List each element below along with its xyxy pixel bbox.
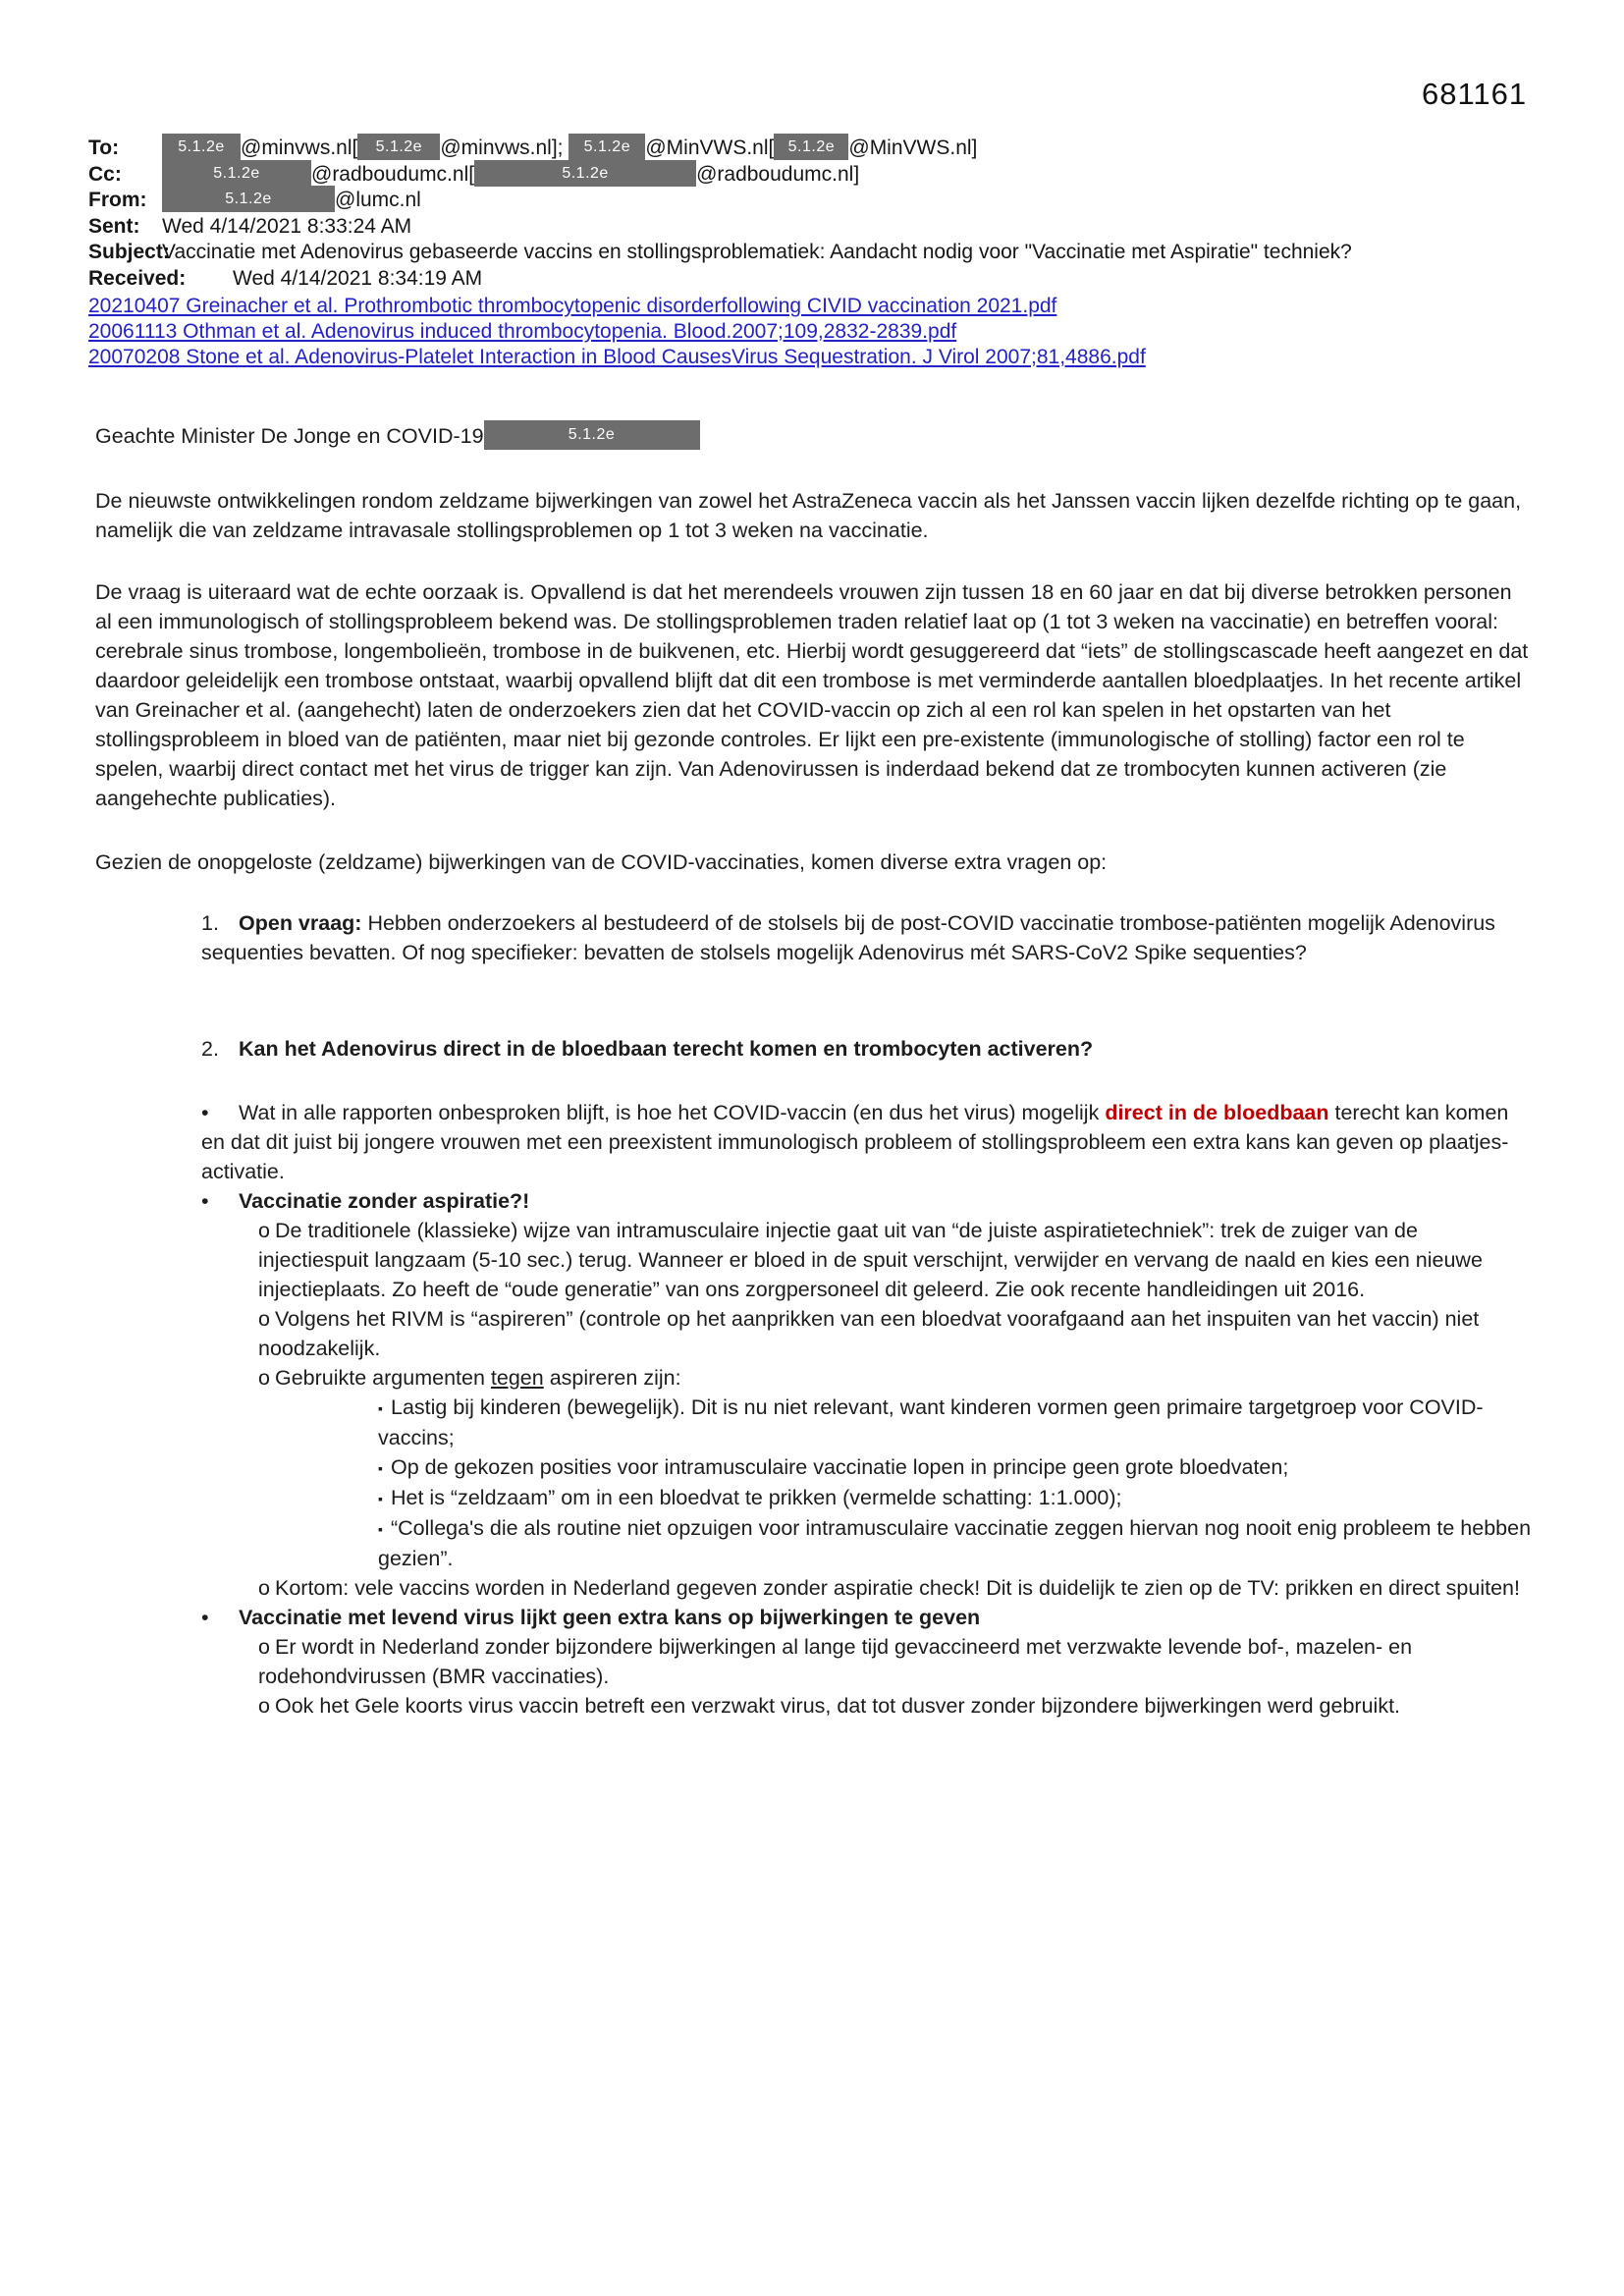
bullet-direct-red-text: direct in de bloedbaan xyxy=(1105,1101,1329,1124)
header-received-row xyxy=(88,266,1551,293)
aspiratie-sub-traditionele-techniek xyxy=(258,1216,1534,1304)
header-subject-row xyxy=(88,240,1551,266)
email-header xyxy=(88,136,1551,370)
argument-kinderen-text: Lastig bij kinderen (bewegelijk). Dit is nu niet relevant, want kinderen vormen geen primaire targetgroep voor COVID-vaccins; xyxy=(378,1395,1484,1449)
received-value: Wed 4/14/2021 8:34:19 AM xyxy=(233,266,483,290)
argument-collegas-text: “Collega's die als routine niet opzuigen voor intramusculaire vaccinatie zeggen hiervan nog nooit enig probleem te hebben gezien”. xyxy=(378,1516,1532,1570)
argument-zeldzaam xyxy=(378,1483,1534,1513)
square-marker: ▪ xyxy=(378,1521,383,1537)
bullet-marker: • xyxy=(201,1101,209,1124)
levend-sub-bmr-text: Er wordt in Nederland zonder bijzondere bijwerkingen al lange tijd gevaccineerd met verzwakte levende bof-, mazelen- en rodehondvirussen (BMR vaccinaties). xyxy=(258,1635,1413,1688)
attachment-link-stone-pdf[interactable]: 20070208 Stone et al. Adenovirus-Platelet Interaction in Blood CausesVirus Sequestration. J Virol 2007;81,4886.pdf xyxy=(88,346,1146,368)
argument-kinderen xyxy=(378,1393,1534,1452)
aspiratie-sub-argumenten xyxy=(258,1363,1534,1393)
redaction-box: 5.1.2e xyxy=(357,134,440,160)
levend-sub-gele-koorts-text: Ook het Gele koorts virus vaccin betreft een verzwakt virus, dat tot dusver zonder bijzondere bijwerkingen werd gebruikt. xyxy=(275,1694,1401,1718)
to-address-segment-4: @MinVWS.nl] xyxy=(848,137,978,159)
header-sent-row xyxy=(88,214,1551,241)
redaction-box: 5.1.2e xyxy=(474,160,696,187)
attachment-link-othman-pdf[interactable]: 20061113 Othman et al. Adenovirus induced thrombocytopenia. Blood.2007;109,2832-2839.pdf xyxy=(88,320,957,343)
to-label: To: xyxy=(88,137,120,159)
circle-marker: o xyxy=(258,1694,270,1718)
aspiratie-sub-rivm-text: Volgens het RIVM is “aspireren” (controle op het aanprikken van een bloedvat voorafgaand aan het inspuiten van het vaccin) niet noodzakelijk. xyxy=(258,1307,1480,1360)
aspiratie-title-text: Vaccinatie zonder aspiratie?! xyxy=(239,1189,530,1213)
to-address-segment-3: @MinVWS.nl[ xyxy=(645,137,775,159)
question-2-bold-text: Kan het Adenovirus direct in de bloedbaan terecht komen en trombocyten activeren? xyxy=(239,1037,1094,1061)
argumenten-underlined-word: tegen xyxy=(490,1366,544,1390)
header-to-row xyxy=(88,136,1551,162)
paragraph-new-developments: De nieuwste ontwikkelingen rondom zeldzame bijwerkingen van zowel het AstraZeneca vaccin als het Janssen vaccin lijken dezelfde richting op te gaan, namelijk die van zeldzame intravasale stollingsproblemen op 1 tot 3 weken na vaccinatie. xyxy=(95,489,1522,542)
aspiratie-sub-kortom-text: Kortom: vele vaccins worden in Nederland gegeven zonder aspiratie check! Dit is duidelijk te zien op de TV: prikken en direct spuiten! xyxy=(275,1576,1520,1600)
levend-virus-title-text: Vaccinatie met levend virus lijkt geen extra kans op bijwerkingen te geven xyxy=(239,1606,981,1629)
argument-zeldzaam-text: Het is “zeldzaam” om in een bloedvat te prikken (vermelde schatting: 1:1.000); xyxy=(391,1486,1122,1509)
to-address-segment-1: @minvws.nl[ xyxy=(241,137,358,159)
question-1-open-vraag xyxy=(201,908,1534,967)
redaction-box: 5.1.2e xyxy=(774,134,848,160)
aspiratie-sub-rivm xyxy=(258,1304,1534,1363)
subject-label: Subject: xyxy=(88,241,170,263)
paragraph-questions-intro: Gezien de onopgeloste (zeldzame) bijwerkingen van de COVID-vaccinaties, komen diverse extra vragen op: xyxy=(95,850,1108,874)
redaction-box: 5.1.2e xyxy=(484,420,700,450)
circle-marker: o xyxy=(258,1219,270,1242)
bullet-marker: • xyxy=(201,1606,209,1629)
redaction-box: 5.1.2e xyxy=(162,186,335,212)
square-marker: ▪ xyxy=(378,1460,383,1476)
bullet-marker: • xyxy=(201,1189,209,1213)
from-label: From: xyxy=(88,189,147,211)
circle-marker: o xyxy=(258,1366,270,1390)
aspiratie-sub-kortom xyxy=(258,1573,1534,1603)
bullet-levend-virus-title xyxy=(201,1603,1534,1632)
argumenten-pre: Gebruikte argumenten xyxy=(275,1366,485,1390)
aspiratie-sub-traditionele-text: De traditionele (klassieke) wijze van intramusculaire injectie gaat uit van “de juiste aspiratietechniek”: trek de zuiger van de injectiespuit langzaam (5-10 sec.) terug. Wanneer er bloed in de spuit verschijnt, verwijder en vervang de naald en kies een nieuwe injectieplaats. Zo heeft de “oude generatie” van ons zorgpersoneel dit geleerd. Zie ook recente handleidingen uit 2016. xyxy=(258,1219,1483,1301)
sent-label: Sent: xyxy=(88,214,140,238)
bullet-aspiratie-title xyxy=(201,1186,1534,1216)
paragraph-cause-analysis: De vraag is uiteraard wat de echte oorzaak is. Opvallend is dat het merendeels vrouwen zijn tussen 18 en 60 jaar en dat bij diverse betrokken personen al een immunologisch of stollingsprobleem bekend was. De stollingsproblemen traden relatief laat op (1 tot 3 weken na vaccinatie) en betreffen vooral: cerebrale sinus trombose, longembolieën, trombose in de buikvenen, etc. Hierbij wordt gesuggereerd dat “iets” de stollingscascade heeft aangezet en dat daardoor geleidelijk een trombose ontstaat, waarbij opvallend blijft dat dit een trombose is met verminderde aantallen bloedplaatjes. In het recente artikel van Greinacher et al. (aangehecht) laten de onderzoekers zien dat het COVID-vaccin op zich al een rol kan spelen in het opstarten van het stollingsprobleem in bloed van de patiënten, maar niet bij gezonde controles. Er lijkt een pre-existente (immunologische of stolling) factor een rol te spelen, waarbij direct contact met het virus de trigger kan zijn. Van Adenovirussen is inderdaad bekend dat ze trombocyten kunnen activeren (zie aangehechte publicaties). xyxy=(95,580,1529,810)
question-1-bold-lead: Open vraag: xyxy=(239,911,362,935)
subject-value: Vaccinatie met Adenovirus gebaseerde vaccins en stollingsproblematiek: Aandacht nodig voor "Vaccinatie met Aspiratie" techniek? xyxy=(162,241,1352,263)
argumenten-post: aspireren zijn: xyxy=(549,1366,681,1390)
argument-posities-text: Op de gekozen posities voor intramusculaire vaccinatie lopen in principe geen grote bloedvaten; xyxy=(391,1455,1289,1479)
to-address-segment-2: @minvws.nl]; xyxy=(440,137,564,159)
square-marker: ▪ xyxy=(378,1491,383,1506)
question-1-text: Hebben onderzoekers al bestudeerd of de stolsels bij de post-COVID vaccinatie trombose-patiënten mogelijk Adenovirus sequenties bevatten. Of nog specifieker: bevatten de stolsels mogelijk Adenovirus mét SARS-CoV2 Spike sequenties? xyxy=(201,911,1495,964)
levend-sub-bmr xyxy=(258,1632,1534,1691)
redaction-box: 5.1.2e xyxy=(568,134,645,160)
question-1-number: 1. xyxy=(201,911,219,935)
received-label: Received: xyxy=(88,266,187,290)
email-body xyxy=(95,421,1534,1721)
argument-collegas xyxy=(378,1513,1534,1573)
header-cc-row xyxy=(88,162,1551,189)
attachment-link-greinacher-pdf[interactable]: 20210407 Greinacher et al. Prothrombotic thrombocytopenic disorderfollowing CIVID vaccination 2021.pdf xyxy=(88,295,1057,317)
greeting-text: Geachte Minister De Jonge en COVID-19 xyxy=(95,424,484,448)
cc-address-segment-2: @radboudumc.nl] xyxy=(696,162,860,186)
redaction-box: 5.1.2e xyxy=(162,134,241,160)
document-id: 681161 xyxy=(1422,77,1528,111)
circle-marker: o xyxy=(258,1635,270,1659)
argument-posities xyxy=(378,1452,1534,1483)
attachment-links xyxy=(88,294,1551,370)
bullet-direct-bloodstream xyxy=(201,1098,1534,1186)
levend-sub-gele-koorts xyxy=(258,1691,1534,1721)
bullet-direct-post: terecht kan komen en dat dit juist bij jongere vrouwen met een preexistent immunologisch probleem of stollingsprobleem een extra kans kan geven op plaatjes-activatie. xyxy=(201,1101,1509,1183)
cc-address-segment-1: @radboudumc.nl[ xyxy=(311,162,475,186)
square-marker: ▪ xyxy=(378,1400,383,1416)
sent-value: Wed 4/14/2021 8:33:24 AM xyxy=(162,214,412,238)
cc-label: Cc: xyxy=(88,162,122,186)
question-2-adenovirus-bloedbaan xyxy=(201,1034,1534,1064)
redaction-box: 5.1.2e xyxy=(162,160,311,187)
from-address-segment: @lumc.nl xyxy=(335,189,421,211)
bullet-direct-pre: Wat in alle rapporten onbesproken blijft, is hoe het COVID-vaccin (en dus het virus) mogelijk xyxy=(239,1101,1100,1124)
circle-marker: o xyxy=(258,1307,270,1331)
greeting-line xyxy=(95,421,1534,451)
header-from-row xyxy=(88,188,1551,214)
question-2-number: 2. xyxy=(201,1037,219,1061)
circle-marker: o xyxy=(258,1576,270,1600)
